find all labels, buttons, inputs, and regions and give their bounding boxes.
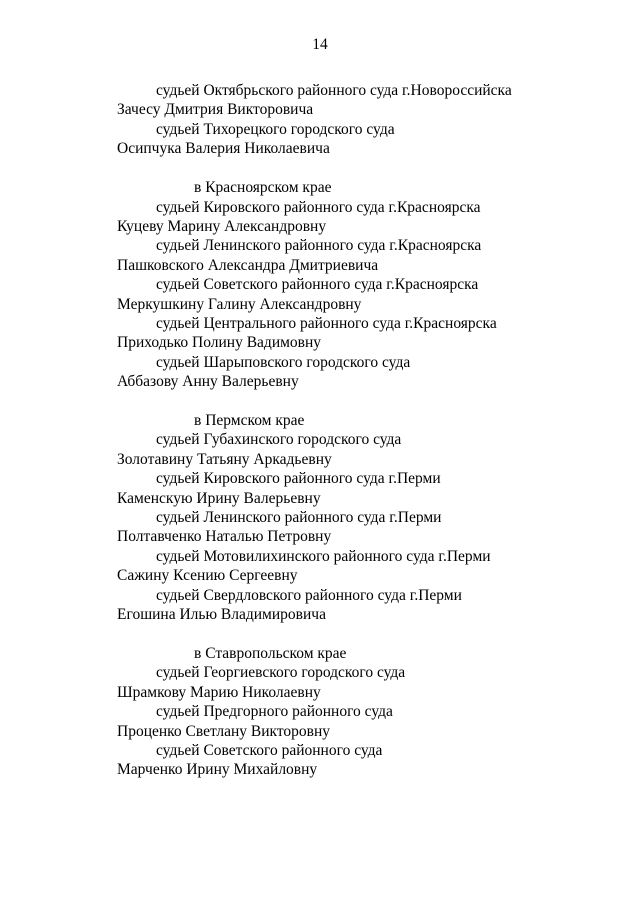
court-line: судьей Георгиевского городского суда — [156, 664, 406, 682]
judge-name: Полтавченко Наталью Петровну — [117, 528, 332, 546]
judge-name: Меркушкину Галину Александровну — [117, 295, 362, 313]
judge-name: Осипчука Валерия Николаевича — [117, 140, 330, 158]
judge-name: Марченко Ирину Михайловну — [117, 761, 318, 779]
court-line: судьей Кировского районного суда г.Перми — [156, 470, 441, 488]
court-line: судьей Мотовилихинского районного суда г.Перми — [156, 547, 491, 565]
judge-name: Аббазову Анну Валерьевну — [117, 373, 299, 391]
judge-name: Золотавину Татьяну Аркадьевну — [117, 450, 332, 468]
court-line: судьей Губахинского городского суда — [156, 431, 402, 449]
court-line: судьей Свердловского районного суда г.Перми — [156, 586, 462, 604]
spacer — [0, 159, 640, 179]
judge-name: Приходько Полину Вадимовну — [117, 334, 322, 352]
spacer — [0, 624, 640, 644]
court-line: судьей Советского районного суда — [156, 741, 383, 759]
judge-name: Зачесу Дмитрия Викторовича — [117, 101, 314, 119]
court-line: судьей Кировского районного суда г.Красноярска — [156, 198, 481, 216]
court-line: судьей Предгорного районного суда — [156, 703, 393, 721]
judge-name: Егошина Илью Владимировича — [117, 605, 326, 623]
court-line: судьей Октябрьского районного суда г.Новороссийска — [156, 82, 512, 99]
judge-name: Пашковского Александра Дмитриевича — [117, 256, 379, 274]
page-number: 14 — [312, 36, 328, 53]
judge-name: Каменскую Ирину Валерьевну — [117, 489, 321, 507]
judge-name: Шрамкову Марию Николаевну — [117, 683, 321, 701]
court-line: судьей Ленинского районного суда г.Перми — [156, 509, 442, 526]
document-body — [0, 81, 640, 780]
judge-name: Сажину Ксению Сергеевну — [117, 567, 298, 585]
court-line: судьей Тихорецкого городского суда — [156, 120, 395, 138]
court-line: судьей Ленинского районного суда г.Красноярска — [156, 237, 482, 255]
judge-name: Куцеву Марину Александровну — [117, 217, 327, 235]
judge-name: Проценко Светлану Викторовну — [117, 722, 331, 740]
region-heading: в Красноярском крае — [194, 179, 332, 197]
spacer — [0, 391, 640, 411]
court-line: судьей Советского районного суда г.Красноярска — [156, 276, 479, 294]
court-line: судьей Шарыповского городского суда — [156, 353, 411, 371]
region-heading: в Ставропольском крае — [194, 644, 347, 662]
region-heading: в Пермском крае — [194, 412, 305, 430]
court-line: судьей Центрального районного суда г.Красноярска — [156, 314, 497, 332]
